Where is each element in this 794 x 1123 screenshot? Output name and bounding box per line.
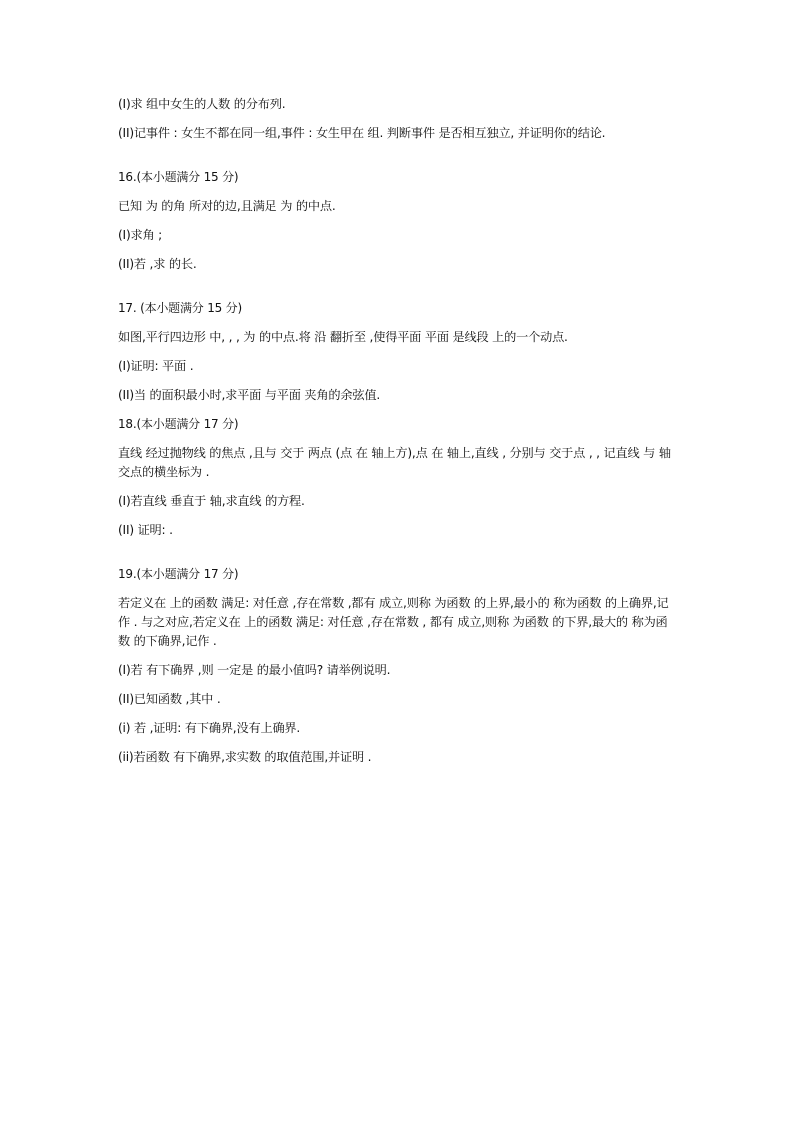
q19-part-2: (II)已知函数 ,其中 . [118,692,221,706]
q18-part-2: (II) 证明: . [118,523,173,537]
q19-heading: 19.(本小题满分 17 分) [118,567,239,581]
q18-stem: 直线 经过抛物线 的焦点 ,且与 交于 两点 (点 在 轴上方),点 在 轴上,直线 , 分别与 交于点 , , 记直线 与 轴交点的横坐标为 . [118,446,671,479]
q16-stem: 已知 为 的角 所对的边,且满足 为 的中点. [118,199,336,213]
q19-part-2-ii: (ii)若函数 有下确界,求实数 的取值范围,并证明 . [118,750,372,764]
q18-part-1: (I)若直线 垂直于 轴,求直线 的方程. [118,494,305,508]
q15-part-1: (I)求 组中女生的人数 的分布列. [118,97,286,111]
q17-heading: 17. (本小题满分 15 分) [118,301,242,315]
document-content [118,95,678,767]
q19-part-2-i: (i) 若 ,证明: 有下确界,没有上确界. [118,721,301,735]
q16-part-1: (I)求角 ; [118,228,163,242]
q15-part-2: (II)记事件 : 女生不都在同一组,事件 : 女生甲在 组. 判断事件 是否相互独立, 并证明你的结论. [118,126,606,140]
q17-stem: 如图,平行四边形 中, , , 为 的中点.将 沿 翻折至 ,使得平面 平面 是线段 上的一个动点. [118,330,568,344]
q19-stem: 若定义在 上的函数 满足: 对任意 ,存在常数 ,都有 成立,则称 为函数 的上界,最小的 称为函数 的上确界,记作 . 与之对应,若定义在 上的函数 满足: 对任意 ,存在常数 , 都有 成立,则称 为函数 的下界,最大的 称为函数 的下确界,记作 . [118,596,669,648]
q16-part-2: (II)若 ,求 的长. [118,257,197,271]
q19-part-1: (I)若 有下确界 ,则 一定是 的最小值吗? 请举例说明. [118,663,391,677]
q18-heading: 18.(本小题满分 17 分) [118,417,239,431]
q17-part-1: (I)证明: 平面 . [118,359,194,373]
q17-part-2: (II)当 的面积最小时,求平面 与平面 夹角的余弦值. [118,388,381,402]
q16-heading: 16.(本小题满分 15 分) [118,170,239,184]
